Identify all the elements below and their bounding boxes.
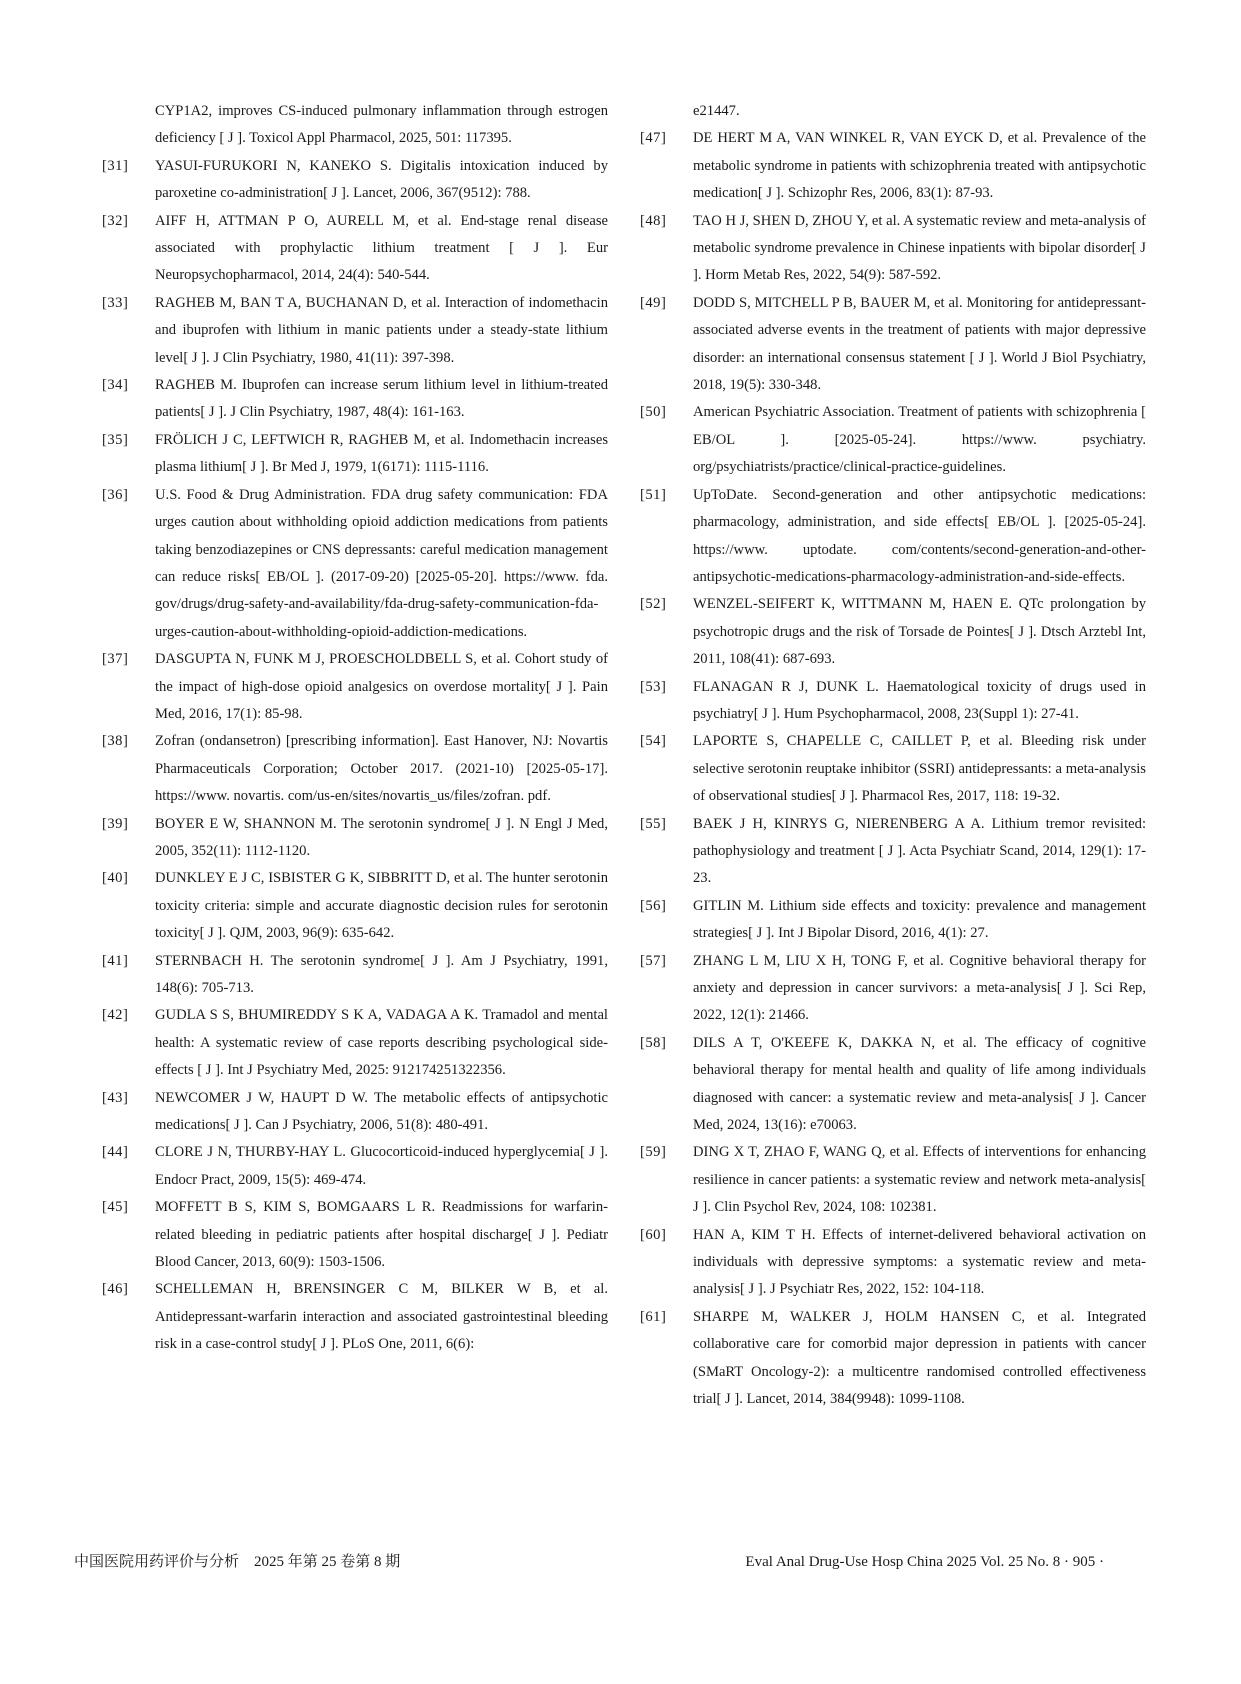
reference-item [102,811,608,866]
reference-text: e21447. [693,103,740,119]
reference-item [102,728,608,810]
reference-number: [44] [102,1144,129,1161]
reference-text: YASUI-FURUKORI N, KANEKO S. Digitalis intoxication induced by paroxetine co-administration[ J ]. Lancet, 2006, 367(9512): 788. [155,157,608,202]
reference-item [640,728,1146,810]
reference-text: AIFF H, ATTMAN P O, AURELL M, et al. End-stage renal disease associated with prophylactic lithium treatment [ J ]. Eur Neuropsychopharmacol, 2014, 24(4): 540-544. [155,212,608,284]
reference-number: [40] [102,870,129,887]
reference-item [102,372,608,427]
reference-item [102,1276,608,1358]
reference-text: STERNBACH H. The serotonin syndrome[ J ]. Am J Psychiatry, 1991, 148(6): 705-713. [155,952,608,996]
reference-item [102,208,608,290]
reference-number: [35] [102,431,129,448]
reference-text: MOFFETT B S, KIM S, BOMGAARS L R. Readmissions for warfarin-related bleeding in pediatric patients after hospital discharge[ J ]. Pediatr Blood Cancer, 2013, 60(9): 1503-1506. [155,1199,608,1271]
reference-number: [38] [102,733,129,750]
reference-number: [33] [102,294,129,311]
reference-number: [34] [102,377,129,394]
reference-item [640,290,1146,400]
reference-number: [32] [102,212,129,229]
reference-text: DODD S, MITCHELL P B, BAUER M, et al. Monitoring for antidepressant-associated adverse events in the treatment of patients with major depressive disorder: an international consensus statement [ J ]. World J Biol Psychiatry, 2018, 19(5): 330-348. [693,294,1146,394]
reference-text: BOYER E W, SHANNON M. The serotonin syndrome[ J ]. N Engl J Med, 2005, 352(11): 1112-1120. [155,815,608,859]
reference-item [640,1139,1146,1221]
reference-number: [42] [102,1007,129,1024]
reference-number: [43] [102,1089,129,1106]
reference-text: DASGUPTA N, FUNK M J, PROESCHOLDBELL S, et al. Cohort study of the impact of high-dose opioid analgesics on overdose mortality[ J ]. Pain Med, 2016, 17(1): 85-98. [155,651,608,722]
reference-item [102,646,608,728]
reference-number: [47] [640,130,667,147]
reference-number: [61] [640,1308,667,1325]
reference-number: [49] [640,294,667,311]
reference-text: UpToDate. Second-generation and other antipsychotic medications: pharmacology, administration, and side effects[ EB/OL ]. [2025-05-24]. https://www. uptodate. com/contents/second-generation-and-other-antipsychotic-medications-pharmacology-administration-and-side-effects. [693,486,1146,585]
reference-item [640,125,1146,207]
reference-item [640,1222,1146,1304]
reference-item [102,865,608,947]
reference-number: [31] [102,157,129,174]
reference-item [640,591,1146,673]
reference-item [640,811,1146,893]
reference-number: [52] [640,596,667,613]
reference-number: [58] [640,1034,667,1051]
reference-item [640,208,1146,290]
reference-number: [39] [102,815,129,832]
reference-text: ZHANG L M, LIU X H, TONG F, et al. Cognitive behavioral therapy for anxiety and depression in cancer survivors: a meta-analysis[ J ]. Sci Rep, 2022, 12(1): 21466. [693,952,1146,1024]
reference-text: Zofran (ondansetron) [prescribing information]. East Hanover, NJ: Novartis Pharmaceuticals Corporation; October 2017. (2021-10) [2025-05-17]. https://www. novartis. com/us-en/sites/novartis_us/files/zofran. pdf. [155,733,608,805]
reference-text: American Psychiatric Association. Treatment of patients with schizophrenia [ EB/OL ]. [2025-05-24]. https://www. psychiatry. org/psychiatrists/practice/clinical-practice-guidelines. [693,404,1146,476]
journal-footer-english: Eval Anal Drug-Use Hosp China 2025 Vol. 25 No. 8 · 905 · [745,1554,1104,1570]
journal-footer-chinese: 中国医院用药评价与分析 2025 年第 25 卷第 8 期 [74,1554,401,1570]
reference-text: CYP1A2, improves CS-induced pulmonary inflammation through estrogen deficiency [ J ]. Toxicol Appl Pharmacol, 2025, 501: 117395. [155,103,608,147]
reference-text: NEWCOMER J W, HAUPT D W. The metabolic effects of antipsychotic medications[ J ]. Can J Psychiatry, 2006, 51(8): 480-491. [155,1089,608,1134]
reference-item [640,1304,1146,1414]
reference-number: [55] [640,815,667,832]
reference-number: [57] [640,952,667,969]
reference-item [102,290,608,372]
reference-text: FLANAGAN R J, DUNK L. Haematological toxicity of drugs used in psychiatry[ J ]. Hum Psychopharmacol, 2008, 23(Suppl 1): 27-41. [693,678,1146,722]
reference-column-left [102,98,608,1359]
reference-text: GUDLA S S, BHUMIREDDY S K A, VADAGA A K. Tramadol and mental health: A systematic review of case reports describing psychological side-effects [ J ]. Int J Psychiatry Med, 2025: 912174251322356. [155,1007,608,1079]
reference-item [640,948,1146,1030]
reference-number: [54] [640,733,667,750]
reference-item [102,1139,608,1194]
reference-text: TAO H J, SHEN D, ZHOU Y, et al. A systematic review and meta-analysis of metabolic syndrome prevalence in Chinese inpatients with bipolar disorder[ J ]. Horm Metab Res, 2022, 54(9): 587-592. [693,212,1146,284]
reference-text: LAPORTE S, CHAPELLE C, CAILLET P, et al. Bleeding risk under selective serotonin reuptake inhibitor (SSRI) antidepressants: a meta-analysis of observational studies[ J ]. Pharmacol Res, 2017, 118: 19-32. [693,733,1146,805]
reference-item [102,1194,608,1276]
reference-item [640,482,1146,592]
reference-text: WENZEL-SEIFERT K, WITTMANN M, HAEN E. QTc prolongation by psychotropic drugs and the risk of Torsade de Pointes[ J ]. Dtsch Arztebl Int, 2011, 108(41): 687-693. [693,596,1146,668]
reference-text: RAGHEB M. Ibuprofen can increase serum lithium level in lithium-treated patients[ J ]. J Clin Psychiatry, 1987, 48(4): 161-163. [155,377,608,421]
reference-item [102,98,608,153]
reference-item [102,427,608,482]
reference-item [102,482,608,646]
reference-number [102,98,155,153]
reference-item [640,399,1146,481]
reference-text: FRÖLICH J C, LEFTWICH R, RAGHEB M, et al. Indomethacin increases plasma lithium[ J ]. Br Med J, 1979, 1(6171): 1115-1116. [155,431,608,476]
reference-text: DE HERT M A, VAN WINKEL R, VAN EYCK D, et al. Prevalence of the metabolic syndrome in patients with schizophrenia treated with antipsychotic medication[ J ]. Schizophr Res, 2006, 83(1): 87-93. [693,130,1146,202]
reference-number: [59] [640,1144,667,1161]
reference-number: [53] [640,678,667,695]
reference-number: [37] [102,651,129,668]
reference-text: GITLIN M. Lithium side effects and toxicity: prevalence and management strategies[ J ]. Int J Bipolar Disord, 2016, 4(1): 27. [693,897,1146,942]
reference-text: DUNKLEY E J C, ISBISTER G K, SIBBRITT D, et al. The hunter serotonin toxicity criteria: simple and accurate diagnostic decision rules for serotonin toxicity[ J ]. QJM, 2003, 96(9): 635-642. [155,870,608,942]
reference-item [640,674,1146,729]
reference-text: DILS A T, O'KEEFE K, DAKKA N, et al. The efficacy of cognitive behavioral therapy for mental health and quality of life among individuals diagnosed with cancer: a systematic review and meta-analysis[ J ]. Cancer Med, 2024, 13(16): e70063. [693,1034,1146,1134]
reference-text: CLORE J N, THURBY-HAY L. Glucocorticoid-induced hyperglycemia[ J ]. Endocr Pract, 2009, 15(5): 469-474. [155,1144,608,1188]
reference-text: SCHELLEMAN H, BRENSINGER C M, BILKER W B, et al. Antidepressant-warfarin interaction and associated gastrointestinal bleeding risk in a case-control study[ J ]. PLoS One, 2011, 6(6): [155,1281,608,1353]
reference-text: DING X T, ZHAO F, WANG Q, et al. Effects of interventions for enhancing resilience in cancer patients: a systematic review and network meta-analysis[ J ]. Clin Psychol Rev, 2024, 108: 102381. [693,1144,1146,1216]
reference-item [640,98,1146,125]
reference-number: [45] [102,1199,129,1216]
reference-number [640,98,693,125]
reference-number: [50] [640,404,667,421]
reference-item [102,1085,608,1140]
reference-text: BAEK J H, KINRYS G, NIERENBERG A A. Lithium tremor revisited: pathophysiology and treatment [ J ]. Acta Psychiatr Scand, 2014, 129(1): 17-23. [693,815,1146,887]
reference-item [102,1002,608,1084]
reference-text: RAGHEB M, BAN T A, BUCHANAN D, et al. Interaction of indomethacin and ibuprofen with lithium in manic patients under a steady-state lithium level[ J ]. J Clin Psychiatry, 1980, 41(11): 397-398. [155,294,608,366]
reference-number: [51] [640,486,667,503]
reference-number: [48] [640,212,667,229]
reference-item [102,948,608,1003]
reference-item [640,893,1146,948]
reference-text: SHARPE M, WALKER J, HOLM HANSEN C, et al. Integrated collaborative care for comorbid major depression in patients with cancer (SMaRT Oncology-2): a multicentre randomised controlled effectiveness trial[ J ]. Lancet, 2014, 384(9948): 1099-1108. [693,1308,1146,1408]
reference-item [102,153,608,208]
reference-column-right [640,98,1146,1414]
reference-number: [36] [102,486,129,503]
reference-text: U.S. Food & Drug Administration. FDA drug safety communication: FDA urges caution about withholding opioid addiction medications from patients taking benzodiazepines or CNS depressants: careful medication management can reduce risks[ EB/OL ]. (2017-09-20) [2025-05-20]. https://www. fda. gov/drugs/drug-safety-and-availability/fda-drug-safety-communication-fda-urges-caution-about-withholding-opioid-addiction-medications. [155,486,608,640]
reference-text: HAN A, KIM T H. Effects of internet-delivered behavioral activation on individuals with depressive symptoms: a systematic review and meta-analysis[ J ]. J Psychiatr Res, 2022, 152: 104-118. [693,1226,1146,1298]
reference-number: [56] [640,897,667,914]
reference-number: [60] [640,1226,667,1243]
reference-number: [41] [102,952,129,969]
reference-number: [46] [102,1281,129,1298]
reference-item [640,1030,1146,1140]
